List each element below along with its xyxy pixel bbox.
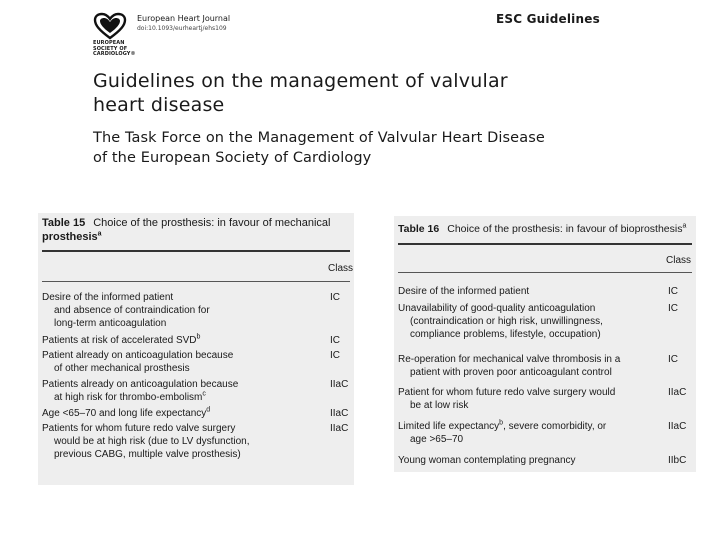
table-row <box>42 291 352 330</box>
class-column-header: Class <box>666 255 692 266</box>
table-caption <box>42 216 352 244</box>
title-line: Guidelines on the management of valvular <box>93 70 508 92</box>
row-text: Patients already on anticoagulation because <box>42 379 239 390</box>
caption-text: Choice of the prosthesis: in favour of mechanical <box>93 217 331 229</box>
row-text: Patients at risk of accelerated SVD <box>42 335 197 346</box>
row-text: Young woman contemplating pregnancy <box>398 455 576 466</box>
row-text: Limited life expectancy <box>398 421 500 432</box>
row-text: Re-operation for mechanical valve thrombosis in a <box>398 354 621 365</box>
table-row <box>398 420 694 446</box>
class-value: IC <box>330 292 340 303</box>
class-value: IC <box>668 303 678 314</box>
row-text: would be at high risk (due to LV dysfunction, <box>54 436 250 447</box>
row-text: Patients for whom future redo valve surgery <box>42 423 236 434</box>
table-row <box>42 422 352 461</box>
row-text: of other mechanical prosthesis <box>54 363 190 374</box>
table-row <box>398 454 694 467</box>
table-row <box>398 386 694 412</box>
caption-text: Choice of the prosthesis: in favour of bioprosthesis <box>447 223 683 235</box>
row-text: (contraindication or high risk, unwillingness, <box>410 316 603 327</box>
table-row <box>398 353 694 379</box>
row-text: age >65–70 <box>410 434 464 445</box>
class-value: IC <box>330 335 340 346</box>
class-value: IIaC <box>330 423 349 434</box>
table-rule <box>398 243 692 245</box>
class-value: IIbC <box>668 455 687 466</box>
footnote-marker: b <box>499 419 504 427</box>
row-text: at high risk for thrombo-embolism <box>54 392 203 403</box>
logo-text <box>93 41 136 58</box>
row-text: , severe comorbidity, or <box>503 421 607 432</box>
caption-text: prosthesis <box>42 231 98 243</box>
table-row <box>42 334 352 347</box>
class-value: IC <box>330 350 340 361</box>
task-force-subtitle <box>93 128 545 168</box>
row-text: Patient for whom future redo valve surgery would <box>398 387 616 398</box>
esc-guidelines-badge: ESC Guidelines <box>496 12 600 26</box>
row-text: previous CABG, multiple valve prosthesis) <box>54 449 241 460</box>
class-value: IIaC <box>668 387 687 398</box>
class-value: IIaC <box>330 408 349 419</box>
footnote-marker: a <box>682 222 687 230</box>
footnote-marker: a <box>97 230 102 238</box>
footnote-marker: b <box>196 333 201 341</box>
logo-line: CARDIOLOGY® <box>93 51 136 57</box>
logo-line: SOCIETY OF <box>93 45 128 52</box>
row-text: Desire of the informed patient <box>398 286 530 297</box>
row-text: Age <65–70 and long life expectancy <box>42 408 207 419</box>
table-row <box>398 285 694 298</box>
class-value: IC <box>668 286 678 297</box>
class-value: IIaC <box>668 421 687 432</box>
heart-logo-icon <box>93 12 127 40</box>
journal-info <box>137 14 230 34</box>
footnote-marker: c <box>202 390 206 398</box>
footnote-marker: d <box>206 406 211 414</box>
table-rule <box>42 250 350 252</box>
journal-name: European Heart Journal <box>137 14 231 23</box>
table-label: Table 16 <box>398 223 440 235</box>
logo-line: EUROPEAN <box>93 40 125 46</box>
table-rule <box>398 272 692 273</box>
row-text: and absence of contraindication for <box>54 305 210 316</box>
page-title <box>93 69 508 117</box>
row-text: compliance problems, lifestyle, occupation) <box>410 329 601 340</box>
table-caption <box>398 222 694 236</box>
row-text: Patient already on anticoagulation because <box>42 350 234 361</box>
esc-logo <box>93 12 136 60</box>
row-text: patient with proven poor anticoagulant control <box>410 367 612 378</box>
row-text: long-term anticoagulation <box>54 318 167 329</box>
table-row <box>42 407 352 420</box>
title-line: heart disease <box>93 94 225 116</box>
table-row <box>398 302 694 341</box>
class-column-header: Class <box>328 263 354 274</box>
row-text: Unavailability of good-quality anticoagulation <box>398 303 596 314</box>
table-15 <box>38 213 354 485</box>
table-row <box>42 378 352 404</box>
class-value: IC <box>668 354 678 365</box>
table-16 <box>394 216 696 472</box>
table-row <box>42 349 352 375</box>
class-value: IIaC <box>330 379 349 390</box>
row-text: Desire of the informed patient <box>42 292 174 303</box>
table-label: Table 15 <box>42 217 86 229</box>
table-rule <box>42 281 350 282</box>
subtitle-line: The Task Force on the Management of Valvular Heart Disease <box>93 130 545 146</box>
subtitle-line: of the European Society of Cardiology <box>93 150 372 166</box>
journal-doi: doi:10.1093/eurheartj/ehs109 <box>137 25 227 32</box>
row-text: be at low risk <box>410 400 469 411</box>
